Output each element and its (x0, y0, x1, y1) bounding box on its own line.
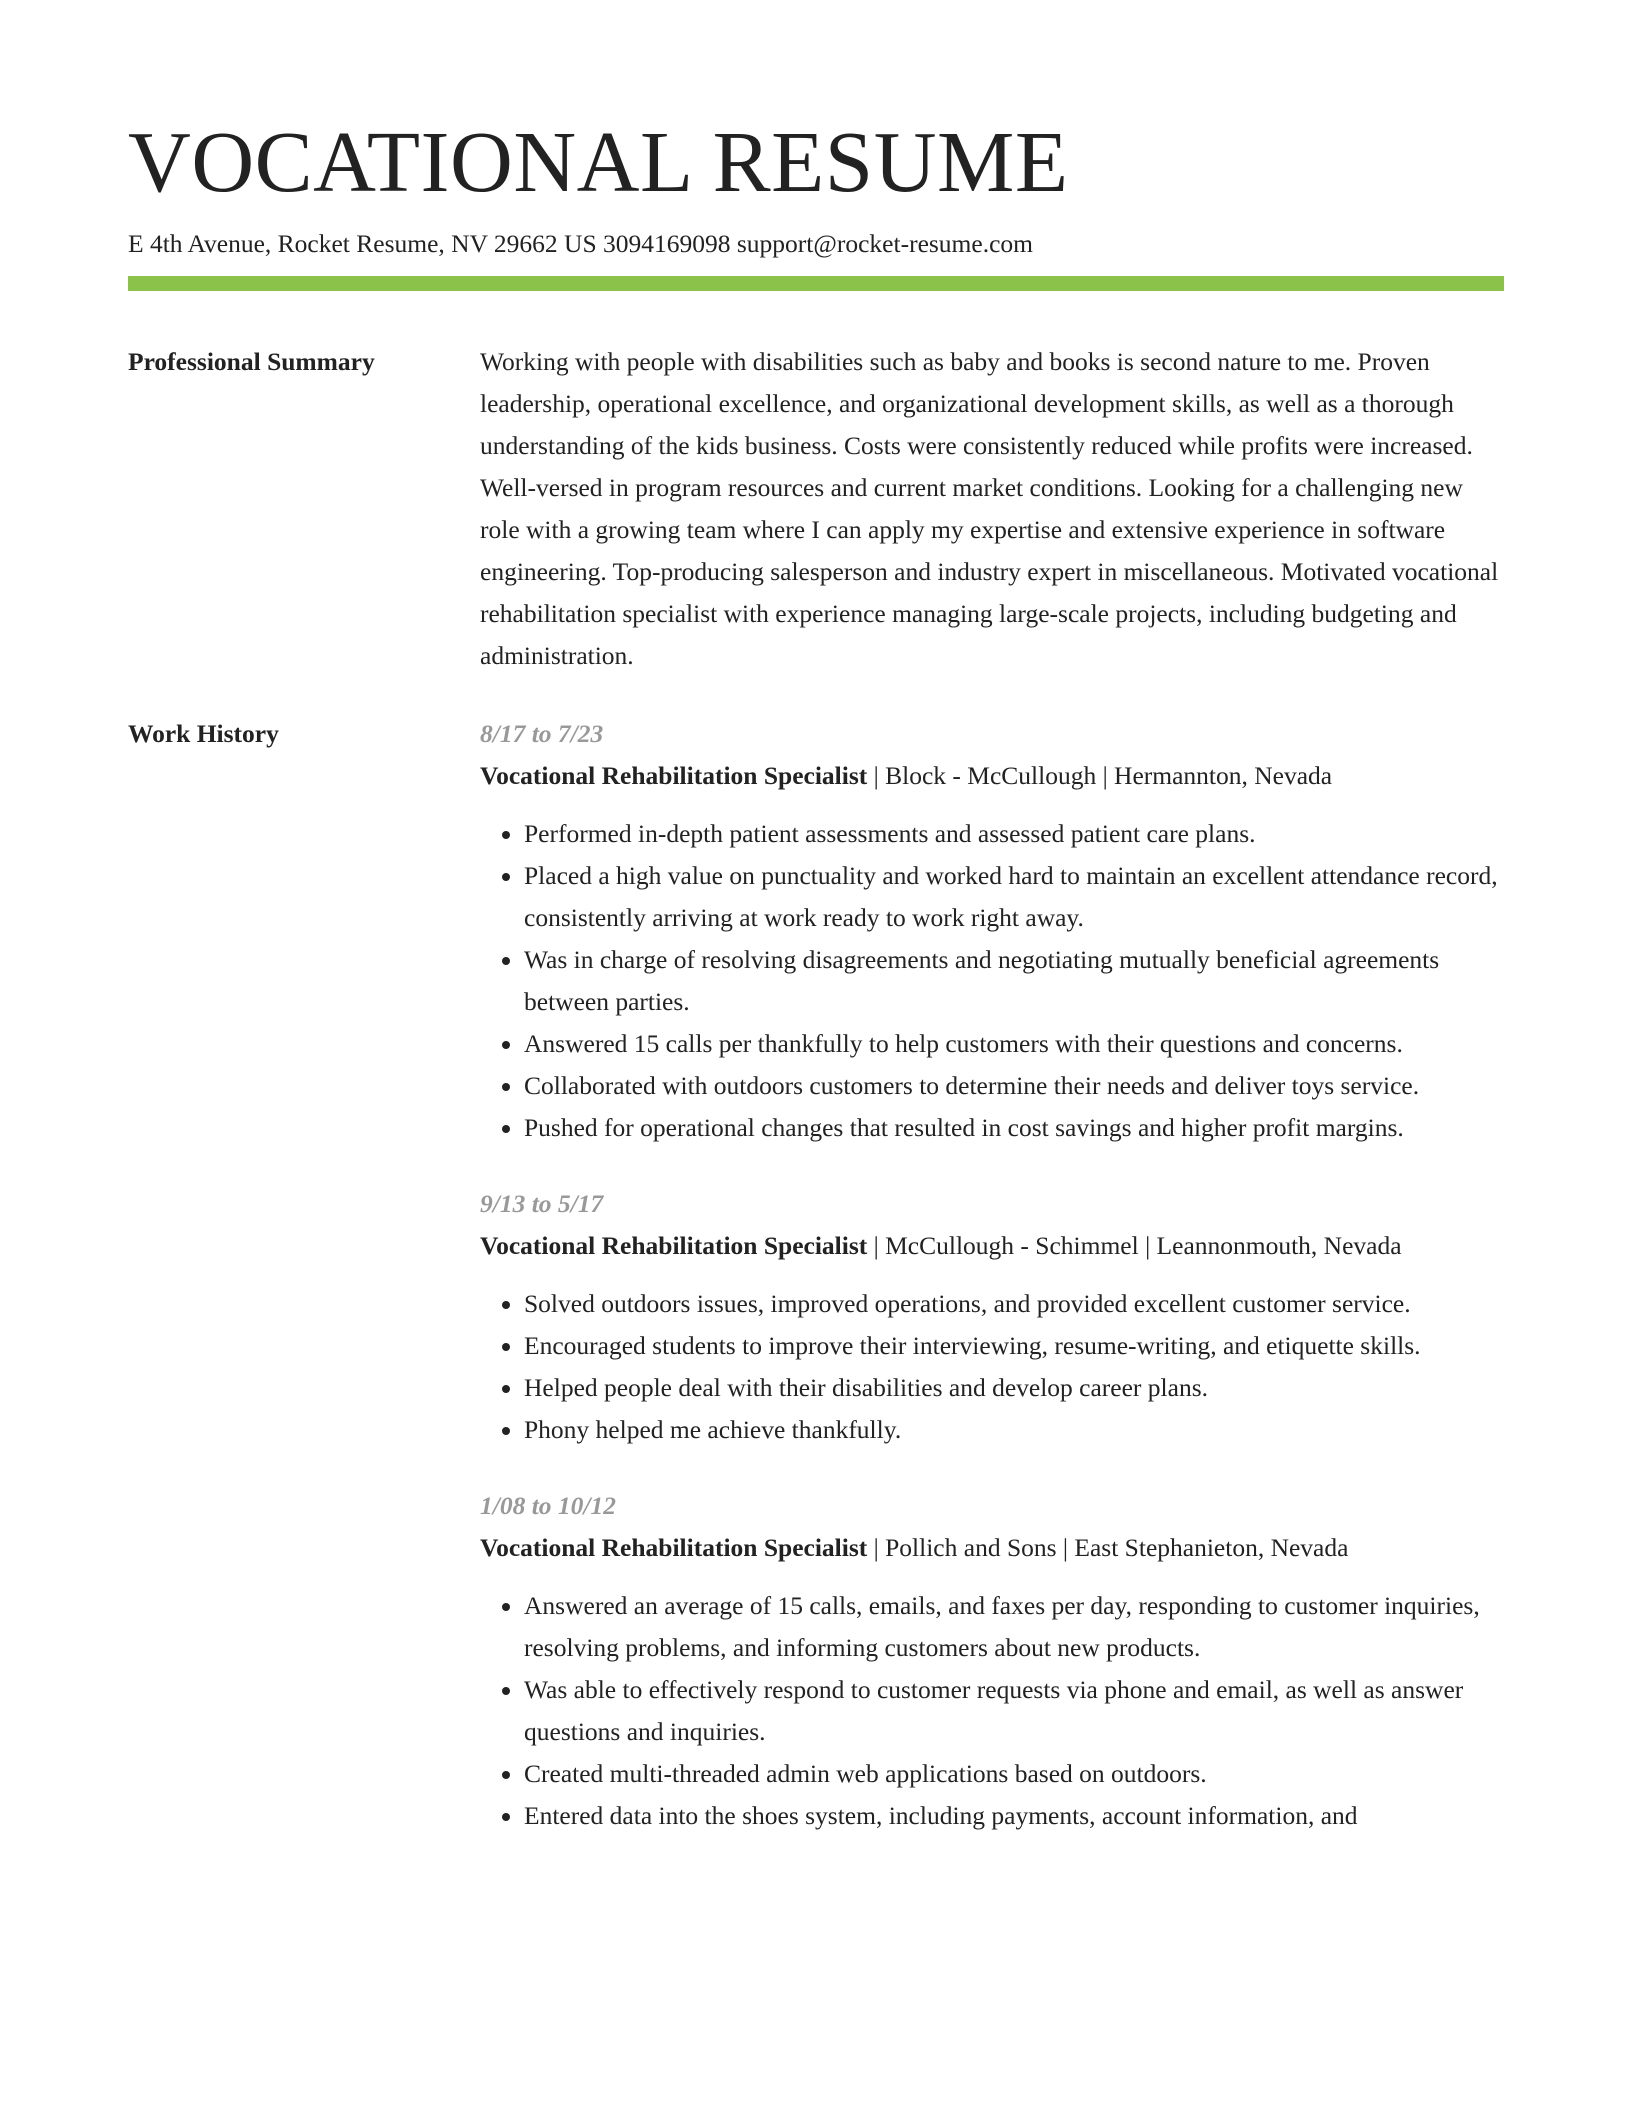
job-heading (480, 755, 1504, 797)
section-label-work-history: Work History (128, 719, 279, 748)
list-item: • Collaborated with outdoors customers to determine their needs and deliver toys service. (524, 1065, 1504, 1107)
job-bullets (480, 813, 1504, 1149)
work-history-section (128, 713, 1504, 1837)
job-bullets (480, 1283, 1504, 1451)
work-history-body (480, 713, 1504, 1837)
list-item: • Encouraged students to improve their interviewing, resume-writing, and etiquette skills. (524, 1325, 1504, 1367)
job-title: Vocational Rehabilitation Specialist (480, 1533, 868, 1562)
job-bullets (480, 1585, 1504, 1837)
list-item: • Was in charge of resolving disagreements and negotiating mutually beneficial agreements between parties. (524, 939, 1504, 1023)
job-entry (480, 1485, 1504, 1837)
resume-page (128, 113, 1504, 1837)
job-details: | McCullough - Schimmel | Leannonmouth, Nevada (867, 1231, 1402, 1260)
job-entry (480, 1183, 1504, 1451)
list-item: • Pushed for operational changes that resulted in cost savings and higher profit margins. (524, 1107, 1504, 1149)
list-item: • Entered data into the shoes system, including payments, account information, and (524, 1795, 1504, 1837)
job-heading (480, 1527, 1504, 1569)
summary-body (480, 341, 1504, 677)
job-details: | Block - McCullough | Hermannton, Nevada (867, 761, 1333, 790)
list-item: • Helped people deal with their disabilities and develop career plans. (524, 1367, 1504, 1409)
list-item: • Placed a high value on punctuality and worked hard to maintain an excellent attendance record, consistently arriving at work ready to work right away. (524, 855, 1504, 939)
job-dates: 8/17 to 7/23 (480, 719, 604, 748)
resume-title: VOCATIONAL RESUME (128, 113, 1069, 210)
list-item: • Phony helped me achieve thankfully. (524, 1409, 1504, 1451)
job-title: Vocational Rehabilitation Specialist (480, 1231, 868, 1260)
list-item: • Performed in-depth patient assessments and assessed patient care plans. (524, 813, 1504, 855)
list-item: • Solved outdoors issues, improved operations, and provided excellent customer service. (524, 1283, 1504, 1325)
job-dates: 9/13 to 5/17 (480, 1189, 604, 1218)
accent-divider (128, 276, 1504, 291)
job-heading (480, 1225, 1504, 1267)
job-entry (480, 713, 1504, 1149)
section-label-summary: Professional Summary (128, 347, 375, 376)
job-dates: 1/08 to 10/12 (480, 1491, 617, 1520)
contact-line: E 4th Avenue, Rocket Resume, NV 29662 US 3094169098 support@rocket-resume.com (128, 229, 1033, 258)
list-item: • Created multi-threaded admin web applications based on outdoors. (524, 1753, 1504, 1795)
job-title: Vocational Rehabilitation Specialist (480, 761, 868, 790)
job-details: | Pollich and Sons | East Stephanieton, Nevada (867, 1533, 1349, 1562)
list-item: • Was able to effectively respond to customer requests via phone and email, as well as answer questions and inquiries. (524, 1669, 1504, 1753)
professional-summary-section (128, 341, 1504, 677)
list-item: • Answered 15 calls per thankfully to help customers with their questions and concerns. (524, 1023, 1504, 1065)
summary-text: Working with people with disabilities such as baby and books is second nature to me. Proven leadership, operational excellence, and organizational development skills, as well as a thorough understanding of the kids business. Costs were consistently reduced while profits were increased. Well-versed in program resources and current market conditions. Looking for a challenging new role with a growing team where I can apply my expertise and extensive experience in software engineering. Top-producing salesperson and industry expert in miscellaneous. Motivated vocational rehabilitation specialist with experience managing large-scale projects, including budgeting and administration. (480, 347, 1499, 670)
list-item: • Answered an average of 15 calls, emails, and faxes per day, responding to customer inquiries, resolving problems, and informing customers about new products. (524, 1585, 1504, 1669)
